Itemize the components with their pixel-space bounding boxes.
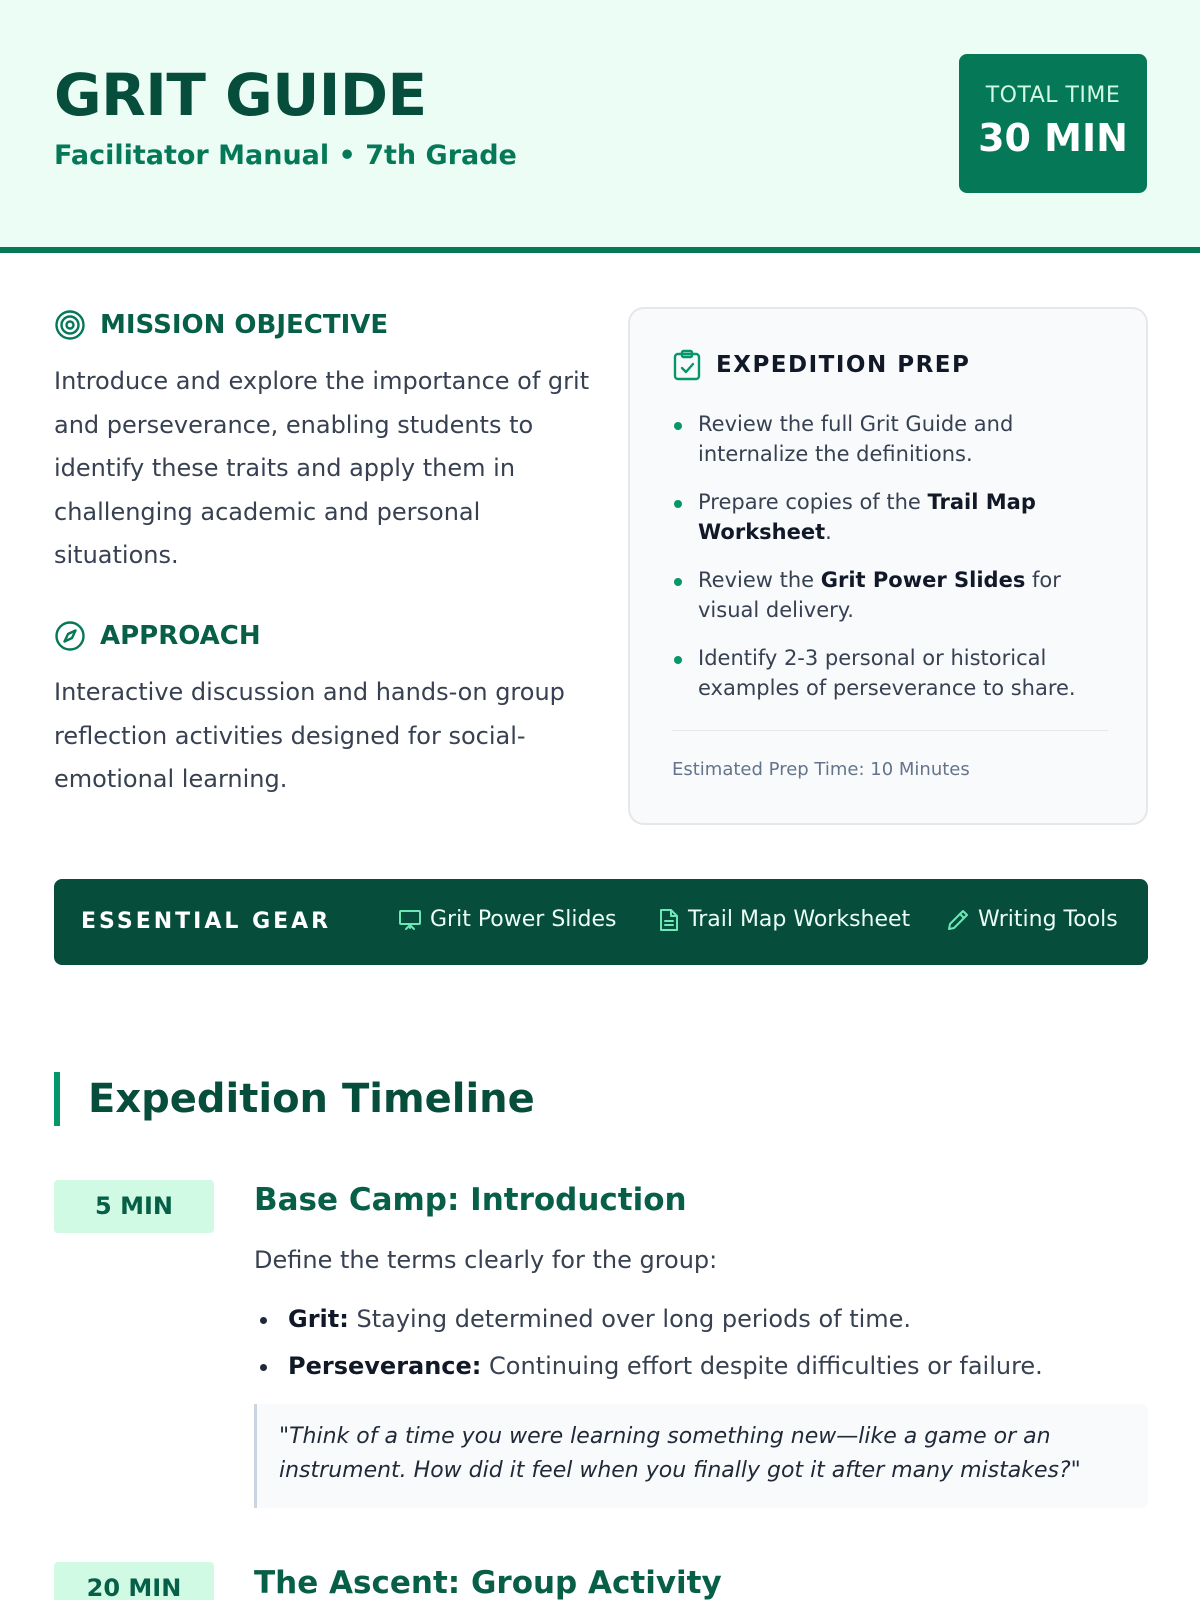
step-intro: Define the terms clearly for the group:	[254, 1246, 718, 1274]
prep-heading-text: EXPEDITION PREP	[716, 352, 971, 378]
prep-heading	[672, 349, 970, 381]
prep-list	[672, 409, 1112, 721]
total-time-label: TOTAL TIME	[985, 83, 1121, 108]
clipboard-check-icon	[672, 349, 702, 381]
target-icon	[54, 309, 86, 341]
prep-item: Review the full Grit Guide and internalize the definitions.	[672, 409, 1112, 469]
prep-item: Prepare copies of the Trail Map Worksheet.	[672, 487, 1112, 547]
document-icon	[658, 908, 680, 932]
presentation-icon	[398, 908, 422, 932]
discussion-quote: "Think of a time you were learning something new—like a game or an instrument. How did it feel when you finally got it after many mistakes?"	[254, 1404, 1148, 1508]
mission-heading-text: MISSION OBJECTIVE	[100, 310, 389, 340]
compass-icon	[54, 620, 86, 652]
page-title: GRIT GUIDE	[54, 61, 427, 129]
total-time-box	[959, 54, 1147, 193]
prep-item: Review the Grit Power Slides for visual delivery.	[672, 565, 1112, 625]
page-header	[0, 0, 1200, 253]
pencil-icon	[946, 908, 970, 932]
approach-heading	[54, 620, 261, 652]
mission-text: Introduce and explore the importance of grit and perseverance, enabling students to identify these traits and apply them in challenging academic and personal situations.	[54, 367, 590, 569]
approach-text: Interactive discussion and hands-on group reflection activities designed for social-emotional learning.	[54, 678, 565, 793]
term-list	[254, 1296, 1134, 1390]
timeline-title: Expedition Timeline	[88, 1076, 535, 1122]
step-duration-badge: 5 MIN	[54, 1180, 214, 1233]
gear-item-worksheet: Trail Map Worksheet	[658, 907, 910, 932]
page-subtitle: Facilitator Manual • 7th Grade	[54, 140, 517, 171]
prep-item: Identify 2-3 personal or historical examples of perseverance to share.	[672, 643, 1112, 703]
term-item: Grit: Staying determined over long periods of time.	[254, 1296, 1134, 1343]
timeline-accent-bar	[54, 1072, 60, 1126]
gear-title: ESSENTIAL GEAR	[81, 909, 332, 934]
approach-heading-text: APPROACH	[100, 621, 261, 651]
mission-heading	[54, 309, 388, 341]
term-item: Perseverance: Continuing effort despite difficulties or failure.	[254, 1343, 1134, 1390]
gear-item-writing-tools: Writing Tools	[946, 907, 1118, 932]
essential-gear-bar	[54, 879, 1148, 965]
prep-divider	[672, 730, 1108, 731]
expedition-prep-card	[628, 307, 1148, 825]
step-title: The Ascent: Group Activity	[254, 1565, 722, 1600]
gear-item-slides: Grit Power Slides	[398, 907, 616, 932]
step-duration-badge: 20 MIN	[54, 1562, 214, 1600]
step-title: Base Camp: Introduction	[254, 1182, 687, 1218]
total-time-value: 30 MIN	[978, 116, 1128, 160]
prep-estimate: Estimated Prep Time: 10 Minutes	[672, 759, 970, 780]
